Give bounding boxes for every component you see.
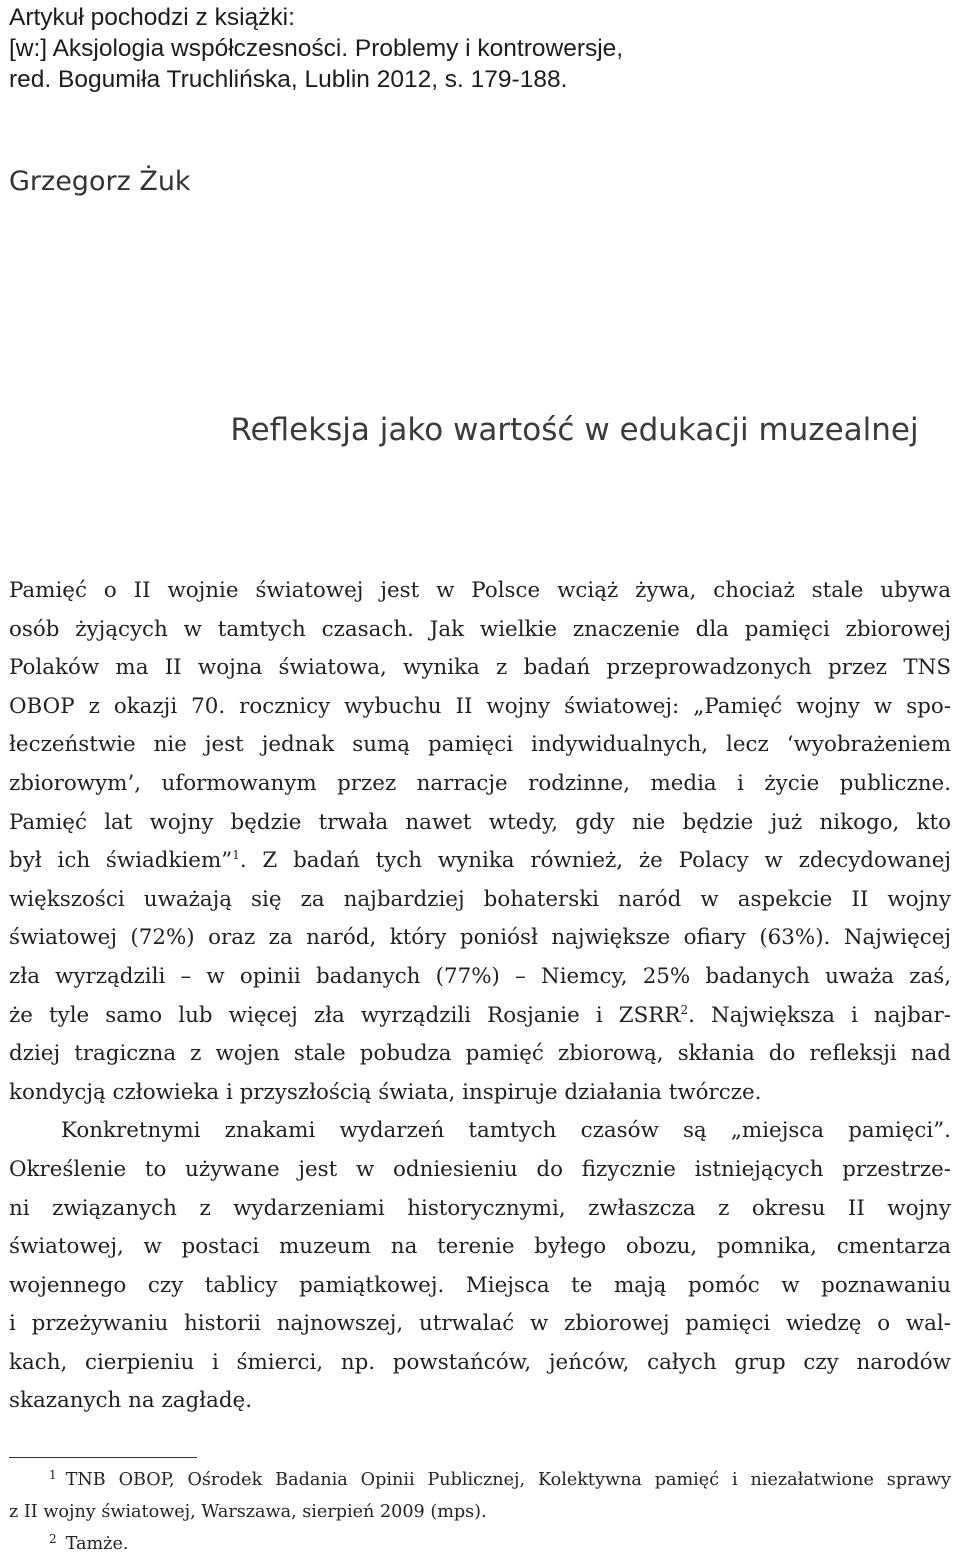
text-line xyxy=(9,997,951,1036)
source-citation xyxy=(9,2,939,95)
text-line: i przeżywaniu historii najnowszej, utrwalać w zbiorowej pamięci wiedzę o wal- xyxy=(9,1311,951,1337)
text-line: ni związanych z wydarzeniami historycznymi, zwłaszcza z okresu II wojny xyxy=(9,1195,951,1221)
text-line: wojennego czy tablicy pamiątkowej. Miejsca te mają pomóc w poznawaniu xyxy=(9,1272,951,1298)
text-line xyxy=(9,842,951,881)
text-line: dziej tragiczna z wojen stale pobudza pamięć zbiorową, skłania do refleksji nad xyxy=(9,1041,951,1067)
text-line: łeczeństwie nie jest jednak sumą pamięci indywidualnych, lecz ‘wyobrażeniem xyxy=(9,732,951,758)
footnotes xyxy=(9,1464,951,1560)
text-line: Polaków ma II wojna światowa, wynika z badań przeprowadzonych przez TNS xyxy=(9,655,951,681)
text-line: światowej (72%) oraz za naród, który poniósł największe ofiary (63%). Najwięcej xyxy=(9,925,951,951)
text-segment: że tyle samo lub więcej zła wyrządzili Rosjanie i ZSRR xyxy=(9,1002,681,1028)
text-segment: był ich świadkiem” xyxy=(9,848,233,874)
text-line: Pamięć o II wojnie światowej jest w Polsce wciąż żywa, chociaż stale ubywa xyxy=(9,578,951,603)
article-title: Refleksja jako wartość w edukacji muzealnej xyxy=(230,412,919,448)
text-line: większości uważają się za najbardziej bohaterski naród w aspekcie II wojny xyxy=(9,886,951,912)
footnote-text: TNB OBOP, Ośrodek Badania Opinii Publicznej, Kolektywna pamięć i niezałatwione sprawy xyxy=(65,1470,951,1490)
footnote-text: Tamże. xyxy=(65,1534,129,1554)
text-line: Konkretnymi znakami wydarzeń tamtych czasów są „miejsca pamięci”. xyxy=(61,1118,951,1144)
text-line: osób żyjących w tamtych czasach. Jak wielkie znaczenie dla pamięci zbiorowej xyxy=(9,616,951,642)
text-line: skazanych na zagładę. xyxy=(9,1388,253,1414)
footnote-2 xyxy=(9,1528,951,1560)
footnote-number: 2 xyxy=(49,1532,57,1546)
footnote-1-continued: z II wojny światowej, Warszawa, sierpień 2009 (mps). xyxy=(9,1502,487,1522)
footnote-ref-2[interactable]: 2 xyxy=(680,1002,689,1017)
author-name: Grzegorz Żuk xyxy=(9,166,191,197)
text-line: zła wyrządzili – w opinii badanych (77%) – Niemcy, 25% badanych uważa zaś, xyxy=(9,963,951,989)
source-line: red. Bogumiła Truchlińska, Lublin 2012, s. 179-188. xyxy=(9,66,568,93)
source-line: [w:] Aksjologia współczesności. Problemy i kontrowersje, xyxy=(9,35,624,62)
text-line: zbiorowym’, uformowanym przez narracje rodzinne, media i życie publiczne. xyxy=(9,770,951,796)
text-line: kach, cierpieniu i śmierci, np. powstańców, jeńców, całych grup czy narodów xyxy=(9,1349,951,1375)
text-line: Określenie to używane jest w odniesieniu do fizycznie istniejących przestrze- xyxy=(9,1156,951,1182)
text-line: OBOP z okazji 70. rocznicy wybuchu II wojny światowej: „Pamięć wojny w spo- xyxy=(9,693,951,719)
footnote-1 xyxy=(9,1464,951,1496)
article-body xyxy=(9,572,951,1421)
text-segment: . Największa i najbar- xyxy=(688,1002,951,1028)
text-segment: . Z badań tych wynika również, że Polacy w zdecydowanej xyxy=(239,848,952,874)
footnote-number: 1 xyxy=(49,1468,57,1482)
source-line: Artykuł pochodzi z książki: xyxy=(9,4,295,31)
footnote-separator xyxy=(9,1457,197,1458)
text-line: Pamięć lat wojny będzie trwała nawet wtedy, gdy nie będzie już nikogo, kto xyxy=(9,809,951,835)
footnote-ref-1[interactable]: 1 xyxy=(232,848,240,863)
text-line: kondycją człowieka i przyszłością świata, inspiruje działania twórcze. xyxy=(9,1079,762,1105)
text-line: światowej, w postaci muzeum na terenie byłego obozu, pomnika, cmentarza xyxy=(9,1234,951,1260)
